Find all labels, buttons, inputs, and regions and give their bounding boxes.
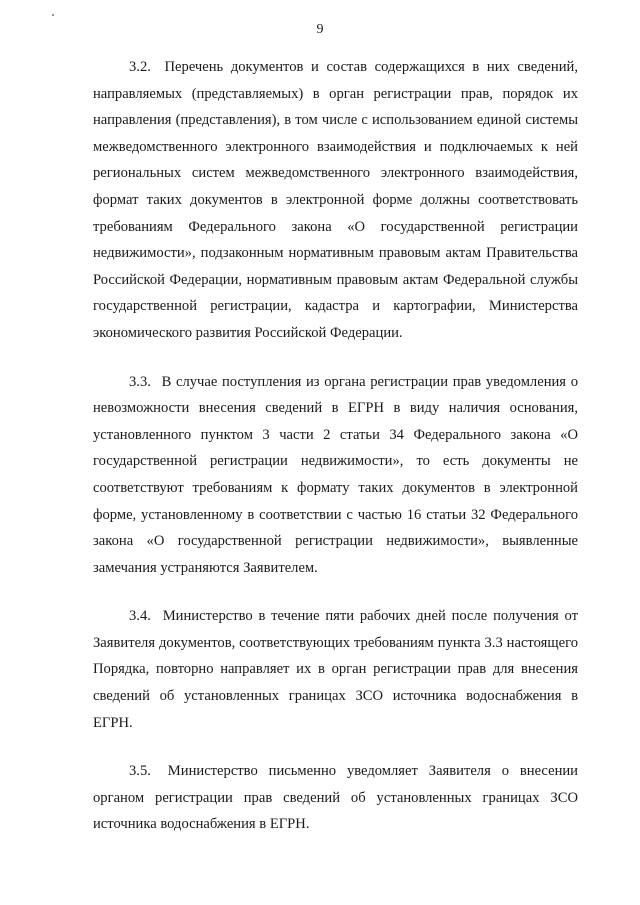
paragraph-text: Перечень документов и состав содержащихся в них сведений, направляемых (представляемых) в орган регистрации прав, порядок их направления (представления), в том числе с использованием единой системы межведомственного электронного взаимодействия и подключаемых к ней региональных систем межведомственного электронного взаимодействия, формат таких документов в электронной форме должны соответствовать требованиям Федерального закона «О государственной регистрации недвижимости», подзаконным нормативным правовым актам Правительства Российской Федерации, нормативным правовым актам Федеральной службы государственной регистрации, кадастра и картографии, Министерства экономического развития Российской Федерации. (93, 59, 578, 341)
document-body (93, 54, 578, 860)
paragraph-number: 3.5. (129, 763, 151, 780)
paragraph-number: 3.3. (129, 373, 151, 390)
paragraph-text: В случае поступления из органа регистрации прав уведомления о невозможности внесения сведений в ЕГРН в виду наличия основания, установленного пунктом 3 части 2 статьи 34 Федерального закона «О государственной регистрации недвижимости», то есть документы не соответствуют требованиям к формату таких документов в электронной форме, установленному в соответствии с частью 16 статьи 32 Федерального закона «О государственной регистрации недвижимости», выявленные замечания устраняются Заявителем. (93, 373, 578, 576)
paragraph-number: 3.2. (129, 59, 151, 75)
scan-speck (52, 14, 54, 16)
paragraph-3-2 (93, 54, 578, 347)
paragraph-3-3 (93, 369, 578, 582)
paragraph-3-5 (93, 758, 578, 838)
page-number: 9 (316, 22, 324, 37)
paragraph-text: Министерство письменно уведомляет Заявителя о внесении органом регистрации прав сведений об установленных границах ЗСО источника водоснабжения в ЕГРН. (93, 763, 578, 833)
paragraph-number: 3.4. (129, 608, 151, 625)
paragraph-3-4 (93, 603, 578, 736)
paragraph-text: Министерство в течение пяти рабочих дней после получения от Заявителя документов, соответствующих требованиям пункта 3.3 настоящего Порядка, повторно направляет их в орган регистрации прав для внесения сведений об установленных границах ЗСО источника водоснабжения в ЕГРН. (93, 608, 579, 731)
